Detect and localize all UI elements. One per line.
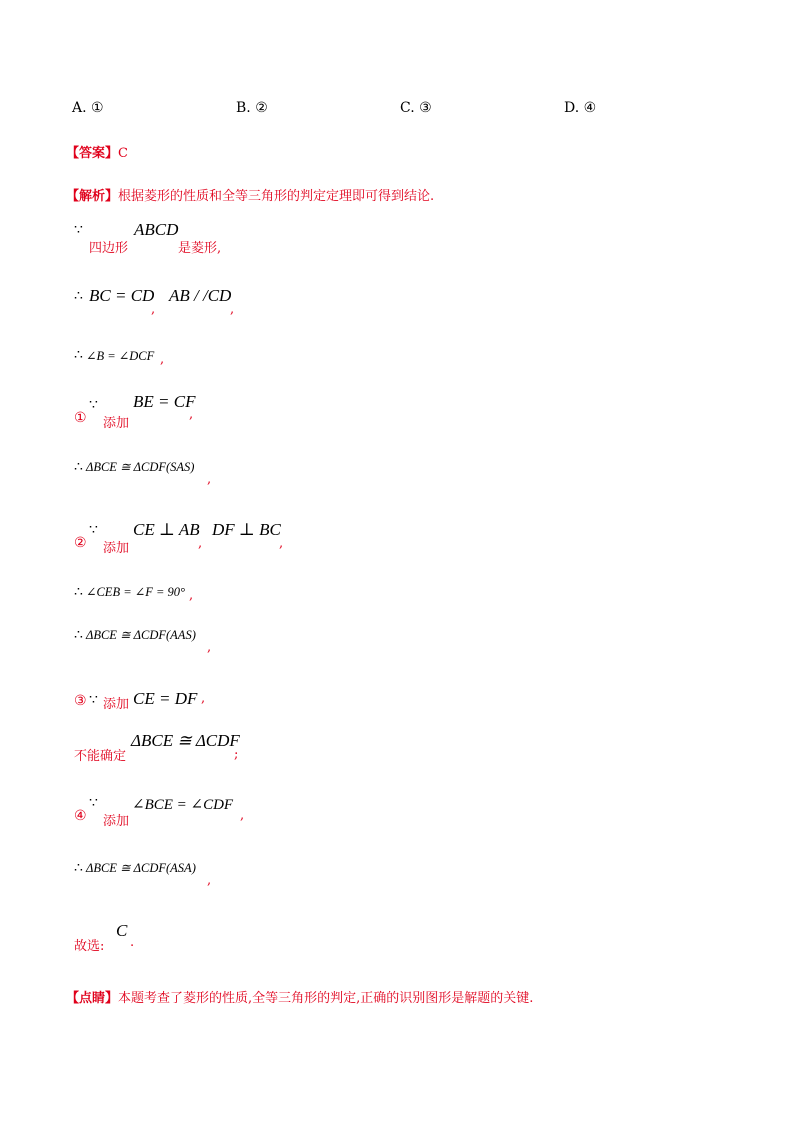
case2-math1: CE ⊥ AB (133, 520, 200, 539)
line1-tail: 是菱形, (178, 241, 222, 256)
therefore-symbol: ∴ (74, 860, 83, 876)
comment-text: 本题考查了菱形的性质,全等三角形的判定,正确的识别图形是解题的关键. (118, 991, 534, 1006)
choice-text: 故选: (74, 939, 105, 954)
answer-tag: 【答案】 (66, 146, 119, 161)
case2-sep: , (198, 536, 203, 551)
option-d (564, 100, 596, 116)
case4-tail: , (240, 808, 245, 823)
case2-angle-tail: , (189, 588, 194, 603)
option-d-letter: D. (564, 100, 580, 116)
therefore-symbol: ∴ (74, 347, 83, 363)
case2-angle-math: ∠CEB = ∠F = 90° (86, 585, 186, 599)
comment-tag: 【点睛】 (66, 991, 119, 1006)
line2-tail: , (230, 302, 235, 317)
case1-add: 添加 (103, 416, 130, 431)
case4-number: ④ (74, 808, 87, 824)
option-a-value: ① (91, 100, 104, 116)
therefore-symbol: ∴ (74, 459, 83, 475)
case1-number: ① (74, 410, 87, 426)
case2-tail: , (279, 536, 284, 551)
case2-number: ② (74, 535, 87, 551)
line3-math: ∠B = ∠DCF (86, 349, 155, 363)
because-symbol: ∵ (89, 692, 98, 708)
option-b-value: ② (255, 100, 268, 116)
because-symbol: ∵ (89, 522, 98, 538)
therefore-symbol: ∴ (74, 584, 83, 600)
because-symbol: ∵ (74, 222, 83, 238)
case2-math2: DF ⊥ BC (212, 520, 281, 539)
answer-value: C (118, 146, 128, 161)
case3-result-math: ΔBCE ≅ ΔCDF (131, 731, 240, 750)
case1-result-math: ΔBCE ≅ ΔCDF(SAS) (86, 460, 195, 474)
answer-line (66, 142, 128, 161)
option-b (236, 100, 268, 116)
case3-add: 添加 (103, 697, 130, 712)
therefore-symbol: ∴ (74, 288, 83, 304)
case3-tail: , (201, 691, 206, 706)
case4-result-tail: , (207, 873, 212, 888)
line1-text: 四边形 (89, 241, 129, 256)
comment-line (66, 987, 533, 1006)
option-a (72, 100, 104, 116)
case3-math: CE = DF (133, 689, 198, 708)
case3-result-tail: ; (234, 747, 239, 762)
case1-tail: , (189, 407, 194, 422)
choice-tail: . (130, 935, 135, 950)
line2-sep: , (151, 302, 156, 317)
line2-math1: BC = CD (89, 286, 155, 305)
case1-result-tail: , (207, 472, 212, 487)
analysis-tag: 【解析】 (66, 189, 119, 204)
because-symbol: ∵ (89, 795, 98, 811)
case3-result-text: 不能确定 (74, 749, 127, 764)
case4-math: ∠BCE = ∠CDF (132, 797, 234, 813)
analysis-line (66, 185, 434, 204)
case2-add: 添加 (103, 541, 130, 556)
case4-add: 添加 (103, 814, 130, 829)
case3-number: ③ (74, 693, 87, 709)
analysis-text: 根据菱形的性质和全等三角形的判定定理即可得到结论. (118, 189, 435, 204)
option-c-value: ③ (419, 100, 432, 116)
case1-math: BE = CF (133, 392, 196, 411)
line2-math2: AB / /CD (169, 286, 232, 305)
line1-math: ABCD (134, 220, 179, 239)
therefore-symbol: ∴ (74, 627, 83, 643)
choice-math: C (116, 921, 128, 940)
option-d-value: ④ (583, 100, 597, 116)
case2-result-tail: , (207, 640, 212, 655)
option-c (400, 100, 432, 116)
option-c-letter: C. (400, 100, 415, 116)
case4-result-math: ΔBCE ≅ ΔCDF(ASA) (86, 861, 196, 875)
option-b-letter: B. (236, 100, 251, 116)
because-symbol: ∵ (89, 397, 98, 413)
line3-tail: , (160, 352, 165, 367)
case2-result-math: ΔBCE ≅ ΔCDF(AAS) (86, 628, 196, 642)
option-a-letter: A. (72, 100, 87, 116)
